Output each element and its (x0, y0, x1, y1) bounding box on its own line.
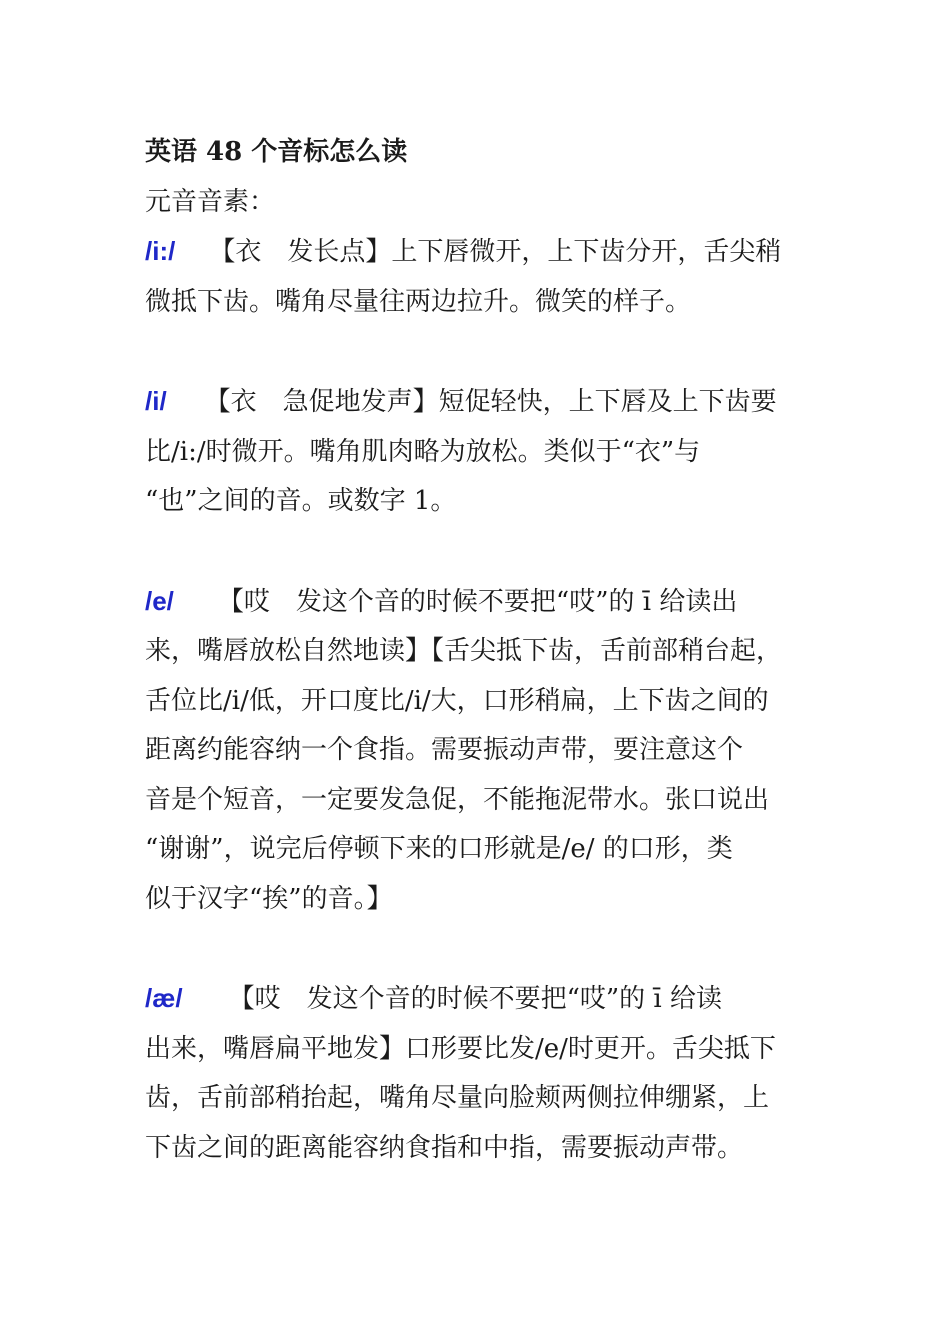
phoneme-entry-ae (145, 974, 815, 1173)
entry-text-line: 【衣 发长点】上下唇微开，上下齿分开，舌尖稍 (209, 237, 782, 267)
entry-text-line: 出来，嘴唇扁平地发】口形要比发/e/时更开。舌尖抵下 (145, 1033, 776, 1064)
entry-text-line: 距离约能容纳一个食指。需要振动声带，要注意这个 (145, 735, 744, 765)
entry-text-line: 【哎 发这个音的时候不要把“哎”的 ī 给读出 (217, 586, 738, 617)
phoneme-entry-i-long (145, 227, 815, 327)
document-title: 英语 48 个音标怎么读 (145, 137, 408, 167)
entry-text-line: 来，嘴唇放松自然地读】【舌尖抵下齿，舌前部稍台起， (145, 636, 783, 666)
entry-text-line: 微抵下齿。嘴角尽量往两边拉升。微笑的样子。 (145, 286, 692, 317)
entry-text-line: 齿，舌前部稍抬起，嘴角尽量向脸颊两侧拉伸绷紧，上 (145, 1083, 770, 1113)
entry-text-line: “也”之间的音。或数字 1。 (145, 486, 457, 516)
entry-text-line: 舌位比/i/低，开口度比/i/大，口形稍扁，上下齿之间的 (145, 685, 769, 716)
entry-text-line: 似于汉字“挨”的音。】 (145, 883, 393, 914)
phoneme-entry-e (145, 577, 815, 925)
entry-text-line: 音是个短音，一定要发急促，不能拖泥带水。张口说出 (145, 784, 770, 815)
phoneme-symbol: /i/ (145, 386, 167, 416)
phoneme-symbol: /i:/ (145, 236, 176, 266)
phoneme-symbol: /e/ (145, 585, 174, 616)
phoneme-symbol: /æ/ (145, 983, 183, 1013)
entry-text-line: 【哎 发这个音的时候不要把“哎”的 ī 给读 (228, 984, 723, 1014)
entry-text-line: 下齿之间的距离能容纳食指和中指，需要振动声带。 (145, 1132, 744, 1163)
entry-text-line: “谢谢”，说完后停顿下来的口形就是/e/ 的口形，类 (145, 834, 733, 864)
entry-text-line: 【衣 急促地发声】短促轻快，上下唇及上下齿要 (204, 387, 777, 417)
entry-text-line: 比/i:/时微开。嘴角肌肉略为放松。类似于“衣”与 (145, 436, 701, 467)
phoneme-entry-i-short (145, 377, 815, 527)
document-content (145, 128, 815, 1223)
section-heading: 元音音素： (145, 186, 276, 217)
